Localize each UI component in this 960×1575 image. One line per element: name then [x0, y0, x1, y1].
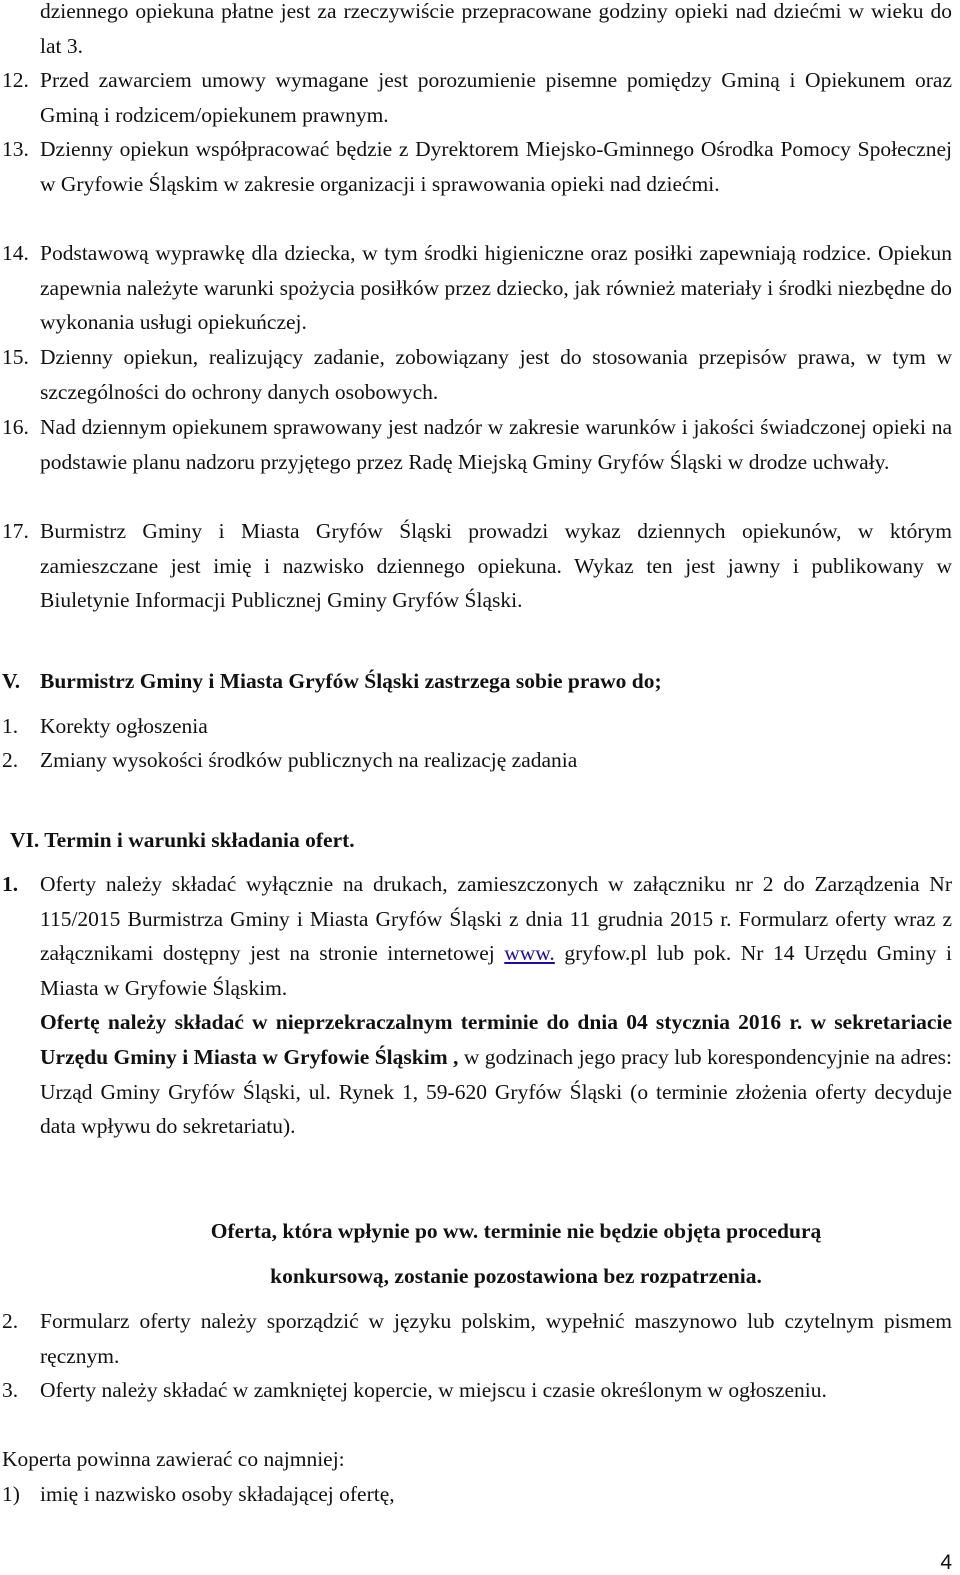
list-item-number: 1.: [2, 714, 19, 738]
list-item-text: [40, 867, 952, 1144]
deadline-text: Ofertę należy składać w nieprzekraczalnym terminie do dnia 04 stycznia 2016 r. w sekretariacie Urzędu Gminy i Miasta w Gryfowie Śląskim ,: [40, 1010, 952, 1069]
page-number: 4: [940, 1551, 952, 1574]
list-item-number: 2.: [2, 748, 19, 772]
list-item-number: 12.: [2, 68, 29, 92]
list-item-17: [0, 514, 960, 618]
list-item-number: 3.: [2, 1378, 19, 1402]
section-5-item-1: [0, 709, 960, 744]
section-6-heading: VI. Termin i warunki składania ofert.: [10, 828, 355, 852]
item-text-c: w godzinach jego pracy lub korespondencyjnie na adres: Urząd Gminy Gryfów Śląski, ul. Rynek 1, 59-620 Gryfów Śląski (o terminie złożenia oferty decyduje data wpływu do sekretariatu).: [40, 1044, 952, 1139]
list-item-text: Podstawową wyprawkę dla dziecka, w tym środki higieniczne oraz posiłki zapewniają rodzice. Opiekun zapewnia należyte warunki spożycia posiłków przez dziecko, jak również materiały i środki niezbędne do wykonania usługi opiekuńczej.: [40, 241, 952, 335]
section-5-heading: [0, 664, 960, 699]
list-item-text: Zmiany wysokości środków publicznych na realizację zadania: [40, 748, 578, 772]
section-6-item-1: [0, 867, 960, 1144]
late-offer-notice-line-2: konkursową, zostanie pozostawiona bez rozpatrzenia.: [270, 1264, 762, 1288]
item-text-b: gryfow.pl lub pok. Nr 14 Urzędu Gminy i Miasta w Gryfowie Śląskim.: [40, 941, 952, 1000]
list-item-16: [0, 410, 960, 479]
list-item-14: [0, 236, 960, 340]
section-number: V.: [2, 669, 21, 693]
list-item-15: [0, 340, 960, 409]
list-item-text: Formularz oferty należy sporządzić w języku polskim, wypełnić maszynowo lub czytelnym pismem ręcznym.: [40, 1309, 952, 1368]
envelope-requirements-intro: Koperta powinna zawierać co najmniej:: [2, 1447, 345, 1471]
list-item-number: 15.: [2, 345, 29, 369]
list-item-12: [0, 63, 960, 132]
list-item-text: Nad dziennym opiekunem sprawowany jest nadzór w zakresie warunków i jakości świadczonej opieki na podstawie planu nadzoru przyjętego przez Radę Miejską Gminy Gryfów Śląski w drodze uchwały.: [40, 415, 952, 474]
section-5-item-2: [0, 743, 960, 778]
list-item-text: Przed zawarciem umowy wymagane jest porozumienie pisemne pomiędzy Gminą i Opiekunem oraz Gminą i rodzicem/opiekunem prawnym.: [40, 68, 952, 127]
item-text-a: Oferty należy składać wyłącznie na drukach, zamieszczonych w załączniku nr 2 do Zarządzenia Nr 115/2015 Burmistrza Gminy i Miasta Gryfów Śląski z dnia 11 grudnia 2015 r. Formularz oferty wraz z załącznikami dostępny jest na stronie internetowej: [40, 872, 952, 966]
item-11-text: dziennego opiekuna płatne jest za rzeczywiście przepracowane godziny opieki nad dziećmi w wieku do lat 3.: [40, 0, 952, 58]
list-item-number: 1.: [2, 872, 19, 896]
section-6-item-2: [0, 1304, 960, 1373]
list-item-text: Oferty należy składać w zamkniętej kopercie, w miejscu i czasie określonym w ogłoszeniu.: [40, 1378, 827, 1402]
list-item-number: 14.: [2, 241, 29, 265]
list-item-text: Burmistrz Gminy i Miasta Gryfów Śląski prowadzi wykaz dziennych opiekunów, w którym zamieszczane jest imię i nazwisko dziennego opiekuna. Wykaz ten jest jawny i publikowany w Biuletynie Informacji Publicznej Gminy Gryfów Śląski.: [40, 519, 952, 613]
list-item-text: Korekty ogłoszenia: [40, 714, 208, 738]
list-item-number: 17.: [2, 519, 29, 543]
list-item-text: Dzienny opiekun współpracować będzie z Dyrektorem Miejsko-Gminnego Ośrodka Pomocy Społecznej w Gryfowie Śląskim w zakresie organizacji i sprawowania opieki nad dziećmi.: [40, 137, 952, 196]
item-11-continuation: [0, 0, 960, 63]
list-item-number: 1): [2, 1482, 20, 1506]
list-item-number: 2.: [2, 1309, 19, 1333]
section-6-item-3: [0, 1373, 960, 1408]
list-item-text: Dzienny opiekun, realizujący zadanie, zobowiązany jest do stosowania przepisów prawa, w tym w szczególności do ochrony danych osobowych.: [40, 345, 952, 404]
website-link[interactable]: www.: [504, 941, 555, 966]
late-offer-notice-line-1: Oferta, która wpłynie po ww. terminie nie będzie objęta procedurą: [210, 1219, 822, 1243]
section-title: Burmistrz Gminy i Miasta Gryfów Śląski zastrzega sobie prawo do;: [40, 669, 662, 693]
list-item-number: 16.: [2, 415, 29, 439]
list-item-text: imię i nazwisko osoby składającej ofertę,: [40, 1482, 395, 1506]
list-item-number: 13.: [2, 137, 29, 161]
envelope-item-1: [0, 1477, 960, 1512]
list-item-13: [0, 132, 960, 201]
